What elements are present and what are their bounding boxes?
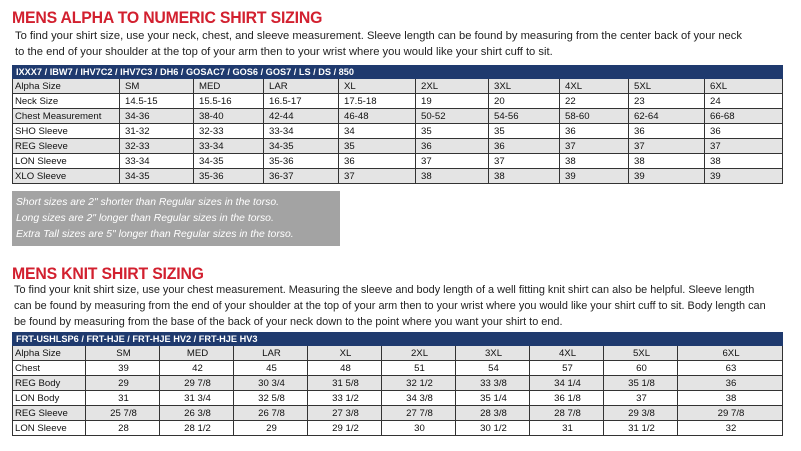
size-cell: 32-33 (120, 139, 194, 154)
size-cell: 38 (560, 154, 629, 169)
size-cell: 35 (489, 124, 560, 139)
size-cell: 39 (705, 169, 783, 184)
size-cell: 27 7/8 (382, 406, 456, 421)
size-row (13, 406, 783, 421)
size-cell: 31 3/4 (160, 391, 234, 406)
alpha-sizing-intro (15, 28, 742, 60)
size-cell: 34-35 (120, 169, 194, 184)
size-cell: 33 3/8 (456, 376, 530, 391)
size-cell: MED (160, 346, 234, 361)
size-cell: 22 (560, 94, 629, 109)
size-cell: 45 (234, 361, 308, 376)
size-cell: 31 (530, 421, 604, 436)
size-cell: 17.5-18 (339, 94, 416, 109)
size-cell: 29 (234, 421, 308, 436)
intro-line: to the end of your shoulder at the top of your arm then to your wrist where you would like your shirt cuff to sit. (15, 46, 553, 58)
size-cell: 51 (382, 361, 456, 376)
size-cell: 37 (489, 154, 560, 169)
size-cell: 35 1/4 (456, 391, 530, 406)
size-cell: 3XL (489, 79, 560, 94)
size-cell: 26 3/8 (160, 406, 234, 421)
size-cell: 38 (678, 391, 783, 406)
row-label: Alpha Size (13, 346, 86, 361)
size-cell: 36 (416, 139, 489, 154)
size-cell: 4XL (530, 346, 604, 361)
size-cell: 34-35 (194, 154, 264, 169)
size-cell: 33-34 (120, 154, 194, 169)
size-cell: 42-44 (264, 109, 339, 124)
row-label: Chest (13, 361, 86, 376)
size-cell: 28 1/2 (160, 421, 234, 436)
intro-line: To find your shirt size, use your neck, chest, and sleeve measurement. Sleeve length can be found by measuring from the center back of your neck (15, 30, 742, 42)
size-cell: 48 (308, 361, 382, 376)
intro-line: be found by measuring from the base of the back of your neck down to the point where you want your shirt to end. (14, 316, 563, 328)
size-cell: 36 (339, 154, 416, 169)
size-cell: SM (86, 346, 160, 361)
size-cell: 6XL (705, 79, 783, 94)
size-cell: 38 (629, 154, 705, 169)
size-cell: 35-36 (264, 154, 339, 169)
size-cell: 35 (339, 139, 416, 154)
size-cell: 16.5-17 (264, 94, 339, 109)
size-cell: 63 (678, 361, 783, 376)
size-cell: 36 (705, 124, 783, 139)
row-label: SHO Sleeve (13, 124, 120, 139)
size-cell: 58-60 (560, 109, 629, 124)
size-cell: 6XL (678, 346, 783, 361)
size-cell: 35 (416, 124, 489, 139)
size-row (13, 79, 783, 94)
size-row (13, 124, 783, 139)
knit-models-header: FRT-USHLSP6 / FRT-HJE / FRT-HJE HV2 / FRT-HJE HV3 (13, 333, 783, 346)
size-cell: 32 (678, 421, 783, 436)
row-label: LON Sleeve (13, 154, 120, 169)
size-cell: 54-56 (489, 109, 560, 124)
size-cell: 42 (160, 361, 234, 376)
size-cell: 36 (489, 139, 560, 154)
size-row (13, 361, 783, 376)
size-row (13, 139, 783, 154)
size-cell: 62-64 (629, 109, 705, 124)
size-cell: 29 (86, 376, 160, 391)
size-cell: 30 (382, 421, 456, 436)
size-cell: 29 3/8 (604, 406, 678, 421)
size-cell: 14.5-15 (120, 94, 194, 109)
size-cell: 38 (416, 169, 489, 184)
size-cell: 66-68 (705, 109, 783, 124)
intro-line: To find your knit shirt size, use your chest measurement. Measuring the sleeve and body length of a well fitting knit shirt can also be helpful. Sleeve length (14, 284, 755, 296)
size-cell: 35-36 (194, 169, 264, 184)
size-cell: 15.5-16 (194, 94, 264, 109)
size-cell: 30 1/2 (456, 421, 530, 436)
size-cell: 25 7/8 (86, 406, 160, 421)
size-cell: 34 3/8 (382, 391, 456, 406)
row-label: XLO Sleeve (13, 169, 120, 184)
note-line: Extra Tall sizes are 5" longer than Regular sizes in the torso. (16, 229, 294, 240)
alpha-models-header: IXXX7 / IBW7 / IHV7C2 / IHV7C3 / DH6 / GOSAC7 / GOS6 / GOS7 / LS / DS / 850 (13, 66, 783, 79)
row-label: REG Sleeve (13, 139, 120, 154)
row-label: Alpha Size (13, 79, 120, 94)
row-label: LON Sleeve (13, 421, 86, 436)
size-cell: 28 (86, 421, 160, 436)
size-row (13, 391, 783, 406)
size-cell: 29 7/8 (160, 376, 234, 391)
size-cell: 34-35 (264, 139, 339, 154)
size-cell: XL (308, 346, 382, 361)
size-cell: SM (120, 79, 194, 94)
size-cell: 60 (604, 361, 678, 376)
size-cell: 37 (560, 139, 629, 154)
size-cell: 33 1/2 (308, 391, 382, 406)
size-cell: 36 1/8 (530, 391, 604, 406)
size-cell: 36 (629, 124, 705, 139)
size-cell: 29 7/8 (678, 406, 783, 421)
row-label: REG Sleeve (13, 406, 86, 421)
size-cell: 30 3/4 (234, 376, 308, 391)
size-cell: 32 5/8 (234, 391, 308, 406)
size-cell: 19 (416, 94, 489, 109)
row-label: REG Body (13, 376, 86, 391)
intro-line: can be found by measuring from the end of your shoulder at the top of your arm then to your wrist where you would like your shirt cuff to sit. Body length can (14, 300, 766, 312)
size-cell: 20 (489, 94, 560, 109)
size-cell: 32 1/2 (382, 376, 456, 391)
size-cell: 5XL (604, 346, 678, 361)
alpha-notes-box (12, 191, 340, 246)
size-cell: XL (339, 79, 416, 94)
size-cell: 34 (339, 124, 416, 139)
size-cell: 50-52 (416, 109, 489, 124)
size-cell: 31-32 (120, 124, 194, 139)
size-row (13, 346, 783, 361)
size-cell: 32-33 (194, 124, 264, 139)
size-cell: MED (194, 79, 264, 94)
size-cell: 29 1/2 (308, 421, 382, 436)
size-cell: 36 (560, 124, 629, 139)
size-cell: 37 (416, 154, 489, 169)
size-cell: 2XL (382, 346, 456, 361)
size-cell: 23 (629, 94, 705, 109)
size-cell: 57 (530, 361, 604, 376)
size-cell: 37 (339, 169, 416, 184)
size-cell: 36 (678, 376, 783, 391)
size-cell: 31 (86, 391, 160, 406)
size-cell: 35 1/8 (604, 376, 678, 391)
size-cell: 39 (560, 169, 629, 184)
size-cell: 31 5/8 (308, 376, 382, 391)
note-line: Short sizes are 2" shorter than Regular sizes in the torso. (16, 197, 280, 208)
size-cell: 37 (604, 391, 678, 406)
size-cell: 27 3/8 (308, 406, 382, 421)
size-row (13, 94, 783, 109)
size-cell: 26 7/8 (234, 406, 308, 421)
alpha-sizing-title: MENS ALPHA TO NUMERIC SHIRT SIZING (12, 8, 323, 27)
size-cell: 31 1/2 (604, 421, 678, 436)
size-row (13, 421, 783, 436)
note-line: Long sizes are 2" longer than Regular sizes in the torso. (16, 213, 274, 224)
size-cell: 33-34 (194, 139, 264, 154)
size-cell: 28 7/8 (530, 406, 604, 421)
alpha-sizing-table (12, 65, 783, 184)
size-cell: 2XL (416, 79, 489, 94)
size-cell: 28 3/8 (456, 406, 530, 421)
size-cell: 39 (629, 169, 705, 184)
size-cell: 34 1/4 (530, 376, 604, 391)
size-cell: LAR (234, 346, 308, 361)
size-cell: 4XL (560, 79, 629, 94)
size-row (13, 376, 783, 391)
size-cell: 39 (86, 361, 160, 376)
size-cell: 5XL (629, 79, 705, 94)
size-cell: 37 (705, 139, 783, 154)
size-cell: 54 (456, 361, 530, 376)
size-cell: 34-36 (120, 109, 194, 124)
size-cell: 38 (489, 169, 560, 184)
row-label: LON Body (13, 391, 86, 406)
size-row (13, 109, 783, 124)
size-cell: 33-34 (264, 124, 339, 139)
size-cell: LAR (264, 79, 339, 94)
size-cell: 46-48 (339, 109, 416, 124)
row-label: Chest Measurement (13, 109, 120, 124)
size-cell: 3XL (456, 346, 530, 361)
size-cell: 38-40 (194, 109, 264, 124)
size-cell: 36-37 (264, 169, 339, 184)
size-row (13, 154, 783, 169)
knit-sizing-intro (14, 282, 766, 330)
size-cell: 37 (629, 139, 705, 154)
size-cell: 38 (705, 154, 783, 169)
knit-sizing-title: MENS KNIT SHIRT SIZING (12, 264, 204, 283)
size-cell: 24 (705, 94, 783, 109)
knit-sizing-table (12, 332, 783, 436)
size-row (13, 169, 783, 184)
row-label: Neck Size (13, 94, 120, 109)
